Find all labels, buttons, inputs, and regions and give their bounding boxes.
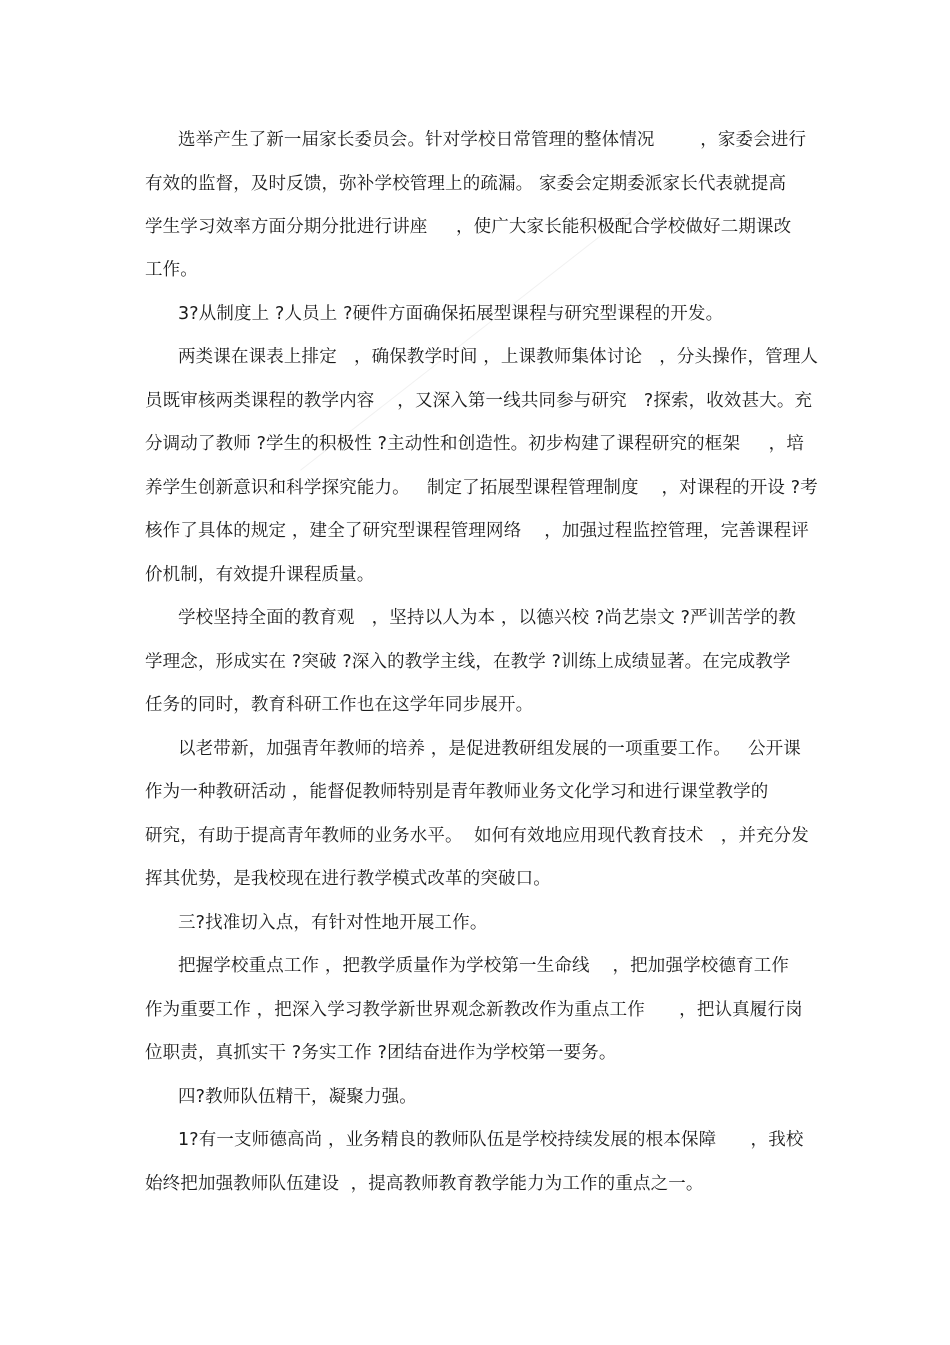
- text-line: 养学生创新意识和科学探究能力。 制定了拓展型课程管理制度 ，对课程的开设 ?考: [145, 478, 818, 498]
- text-line: 始终把加强教师队伍建设 ，提高教师教育教学能力为工作的重点之一。: [145, 1174, 704, 1194]
- text-line: 两类课在课表上排定 ，确保教学时间 ，上课教师集体讨论 ，分头操作，管理人: [178, 347, 819, 367]
- text-line: 分调动了教师 ?学生的积极性 ?主动性和创造性。初步构建了课程研究的框架 ，培: [145, 434, 804, 454]
- text-line: 作为重要工作 ，把深入学习教学新世界观念新教改作为重点工作 ，把认真履行岗: [145, 1000, 803, 1020]
- text-line: 员既审核两类课程的教学内容 ，又深入第一线共同参与研究 ?探索，收效甚大。充: [145, 391, 813, 411]
- text-line: 选举产生了新一届家长委员会。针对学校日常管理的整体情况 ，家委会进行: [178, 130, 807, 150]
- text-line: 1?有一支师德高尚 ，业务精良的教师队伍是学校持续发展的根本保障 ，我校: [178, 1130, 804, 1150]
- text-line: 任务的同时，教育科研工作也在这学年同步展开。: [145, 695, 534, 715]
- text-line: 把握学校重点工作 ，把教学质量作为学校第一生命线 ，把加强学校德育工作: [178, 956, 790, 976]
- text-line: 作为一种教研活动 ，能督促教师特别是青年教师业务文化学习和进行课堂教学的: [145, 782, 769, 802]
- text-line: 核作了具体的规定 ，建全了研究型课程管理网络 ，加强过程监控管理，完善课程评: [145, 521, 809, 541]
- text-line: 学理念，形成实在 ?突破 ?深入的教学主线，在教学 ?训练上成绩显著。在完成教学: [145, 652, 791, 672]
- text-line: 学校坚持全面的教育观 ，坚持以人为本 ，以德兴校 ?尚艺崇文 ?严训苦学的教: [178, 608, 796, 628]
- text-line: 学生学习效率方面分期分批进行讲座 ，使广大家长能积极配合学校做好二期课改: [145, 217, 792, 237]
- text-line: 三?找准切入点，有针对性地开展工作。: [178, 913, 488, 933]
- text-line: 挥其优势，是我校现在进行教学模式改革的突破口。: [145, 869, 551, 889]
- text-line: 研究，有助于提高青年教师的业务水平。 如何有效地应用现代教育技术 ，并充分发: [145, 826, 809, 846]
- text-line: 价机制，有效提升课程质量。: [145, 565, 375, 585]
- text-line: 工作。: [145, 260, 198, 280]
- text-line: 以老带新，加强青年教师的培养 ，是促进教研组发展的一项重要工作。 公开课: [178, 739, 801, 759]
- text-line: 有效的监督，及时反馈，弥补学校管理上的疏漏。 家委会定期委派家长代表就提高: [145, 174, 787, 194]
- text-line: 四?教师队伍精干，凝聚力强。: [178, 1087, 417, 1107]
- text-line: 3?从制度上 ?人员上 ?硬件方面确保拓展型课程与研究型课程的开发。: [178, 304, 724, 324]
- text-line: 位职责，真抓实干 ?务实工作 ?团结奋进作为学校第一要务。: [145, 1043, 617, 1063]
